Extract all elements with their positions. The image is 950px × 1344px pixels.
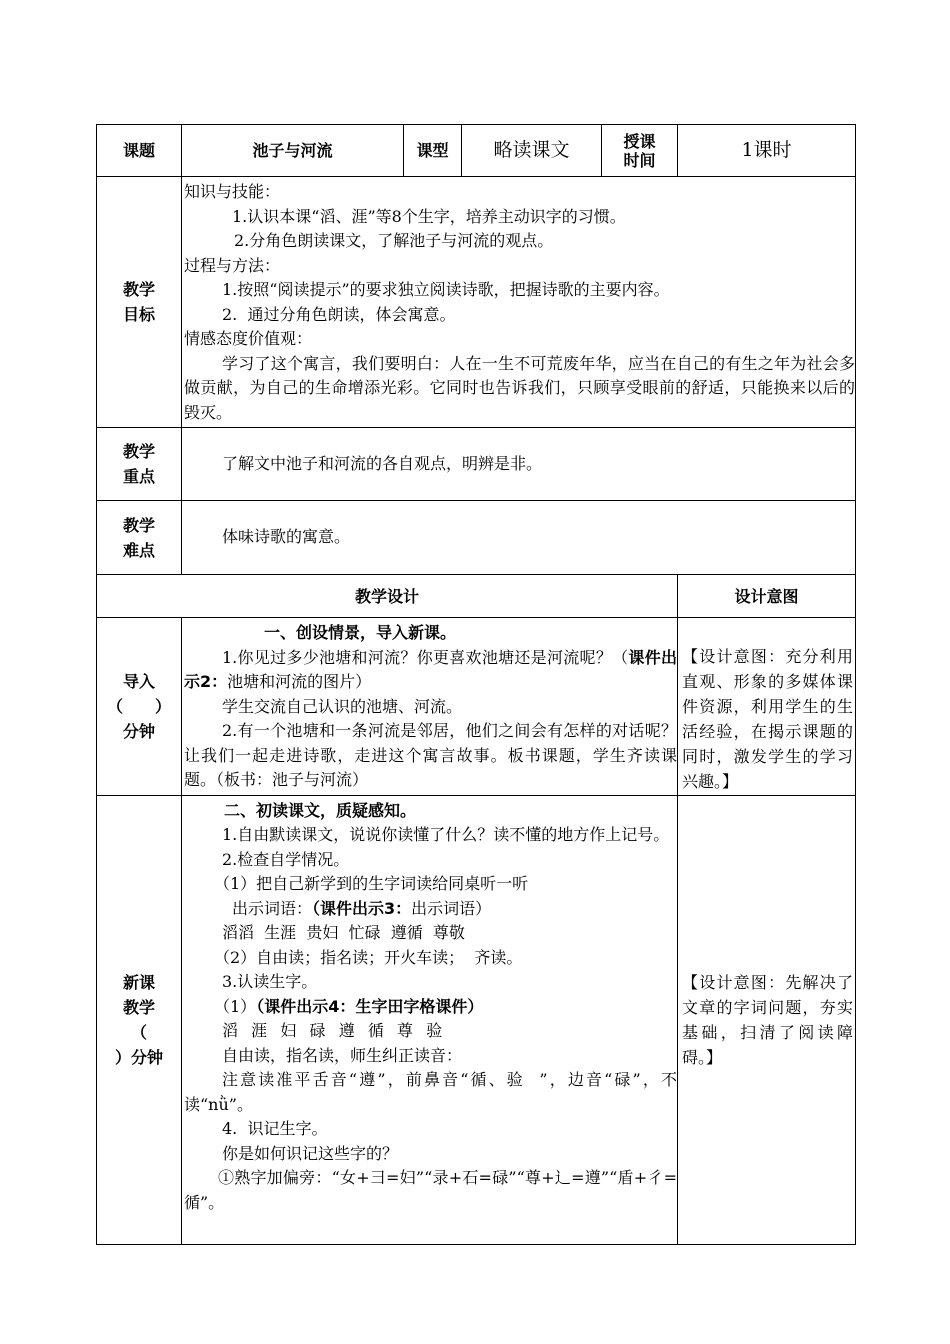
new-lesson-line: 3.认读生字。 — [222, 972, 318, 991]
intro-label-line-3: 分钟 — [122, 721, 155, 741]
time-label-line-1: 授课 — [623, 131, 656, 151]
new-lesson-heading: 二、初读课文，质疑感知。 — [224, 800, 417, 820]
goals-label — [97, 177, 182, 428]
intro-label-line-2: （ ） — [106, 696, 171, 716]
new-lesson-line-tail: 出示词语） — [411, 898, 492, 918]
design-header-row — [97, 575, 856, 618]
goals-row — [97, 177, 856, 428]
new-lesson-line — [184, 897, 677, 922]
new-lesson-content — [182, 795, 678, 1244]
new-lesson-label-line-4: ）分钟 — [114, 1047, 163, 1067]
new-lesson-line: （1）把自己新学到的生字词读给同桌听一听 — [214, 874, 529, 893]
lesson-plan-document — [96, 124, 855, 1245]
goals-line: 情感态度价值观： — [184, 329, 313, 348]
time-value: 1课时 — [678, 125, 856, 177]
intro-content — [182, 618, 678, 796]
intro-paragraph-1-tail: 池塘和河流的图片） — [227, 672, 372, 691]
intro-paragraph-3: 2.有一个池塘和一条河流是邻居，他们之间会有怎样的对话呢？让我们一起走进诗歌，走进这个寓言故事。板书课题，学生齐读课题。（板书：池子与河流） — [184, 721, 677, 789]
intro-paragraph-2: 学生交流自己认识的池塘、河流。 — [222, 696, 463, 716]
goals-line: 知识与技能： — [184, 182, 281, 201]
new-lesson-line: 4. 识记生字。 — [222, 1119, 328, 1138]
lesson-plan-table — [96, 124, 856, 1245]
goals-line: 1.按照“阅读提示”的要求独立阅读诗歌，把握诗歌的主要内容。 — [222, 280, 670, 299]
key-points-text: 了解文中池子和河流的各自观点，明辨是非。 — [182, 428, 856, 501]
difficulties-text: 体味诗歌的寓意。 — [182, 501, 856, 575]
new-lesson-row — [97, 795, 856, 1244]
time-label-line-2: 时间 — [623, 150, 656, 170]
goals-line: 2.分角色朗读课文，了解池子与河流的观点。 — [234, 231, 554, 250]
topic-value: 池子与河流 — [182, 125, 404, 177]
goals-line: 学习了这个寓言，我们要明白：人在一生不可荒废年华，应当在自己的有生之年为社会多做贡献，为自己的生命增添光彩。它同时也告诉我们，只顾享受眼前的舒适，只能换来以后的毁灭。 — [184, 353, 855, 422]
new-lesson-character-list: 滔 涯 妇 碌 遵 循 尊 验 — [222, 1021, 444, 1040]
goals-line: 1.认识本课“滔、涯”等8个生字，培养主动识字的习惯。 — [232, 206, 626, 226]
new-lesson-label-line-1: 新课 — [122, 972, 155, 992]
type-value: 略读课文 — [462, 125, 602, 177]
difficulties-label-line-1: 教学 — [122, 515, 155, 535]
new-lesson-line: ①熟字加偏旁：“女+彐=妇”“录+石=碌”“尊+辶=遵”“盾+彳=循”。 — [184, 1168, 677, 1212]
key-points-label — [97, 428, 182, 501]
goals-content — [182, 177, 856, 428]
intro-design-note: 【设计意图：充分利用直观、形象的多媒体课件资源，利用学生的生活经验，在揭示课题的同时，激发学生的学习兴趣。】 — [678, 618, 856, 796]
difficulties-row — [97, 501, 856, 575]
type-label: 课型 — [404, 125, 462, 177]
intro-row — [97, 618, 856, 796]
new-lesson-line: 自由读，指名读，师生纠正读音： — [222, 1045, 463, 1065]
key-points-row — [97, 428, 856, 501]
new-lesson-word-list: 滔滔 生涯 贵妇 忙碌 遵循 尊敬 — [222, 923, 465, 942]
new-lesson-line — [184, 995, 677, 1020]
new-lesson-label-line-2: 教学 — [122, 997, 155, 1017]
new-lesson-courseware-label: （课件出示4：生字田字格课件） — [256, 996, 484, 1016]
new-lesson-courseware-label: （课件出示3： — [312, 898, 412, 918]
goals-label-line-1: 教学 — [122, 280, 155, 299]
new-lesson-line: （2）自由读；指名读；开火车读； 齐读。 — [214, 947, 523, 967]
intro-paragraph-1-text: 1.你见过多少池塘和河流？你更喜欢池塘还是河流呢？（ — [222, 647, 629, 667]
new-lesson-line-text: （1） — [214, 996, 257, 1016]
topic-label: 课题 — [97, 125, 182, 177]
new-lesson-line: 注意读准平舌音“遵”，前鼻音“循、验 ”，边音“碌”，不读“nǜ”。 — [184, 1070, 677, 1114]
new-lesson-line: 1.自由默读课文，说说你读懂了什么？读不懂的地方作上记号。 — [222, 825, 670, 844]
new-lesson-label — [97, 795, 182, 1244]
design-header-right: 设计意图 — [678, 575, 856, 618]
new-lesson-line: 2.检查自学情况。 — [222, 849, 350, 869]
new-lesson-design-note: 【设计意图：先解决了文章的字词问题，夯实基础，扫清了阅读障碍。】 — [678, 795, 856, 1244]
intro-label-line-1: 导入 — [122, 671, 155, 691]
difficulties-label-line-2: 难点 — [122, 540, 155, 560]
goals-line: 2. 通过分角色朗读，体会寓意。 — [222, 304, 456, 324]
key-points-label-line-1: 教学 — [122, 442, 155, 461]
goals-line: 过程与方法： — [184, 255, 281, 275]
intro-courseware-label: 课件出示2： — [184, 647, 677, 691]
intro-label — [97, 618, 182, 796]
intro-heading: 一、创设情景，导入新课。 — [264, 623, 457, 642]
difficulties-label — [97, 501, 182, 575]
goals-label-line-2: 目标 — [122, 305, 155, 324]
time-label — [602, 125, 678, 177]
new-lesson-line: 你是如何识记这些字的？ — [222, 1143, 399, 1163]
new-lesson-line-text: 出示词语： — [232, 898, 313, 918]
key-points-label-line-2: 重点 — [122, 467, 155, 486]
intro-paragraph-1 — [184, 646, 677, 695]
design-header-left: 教学设计 — [97, 575, 678, 618]
new-lesson-label-line-3: （ — [130, 1022, 147, 1042]
header-row — [97, 125, 856, 177]
